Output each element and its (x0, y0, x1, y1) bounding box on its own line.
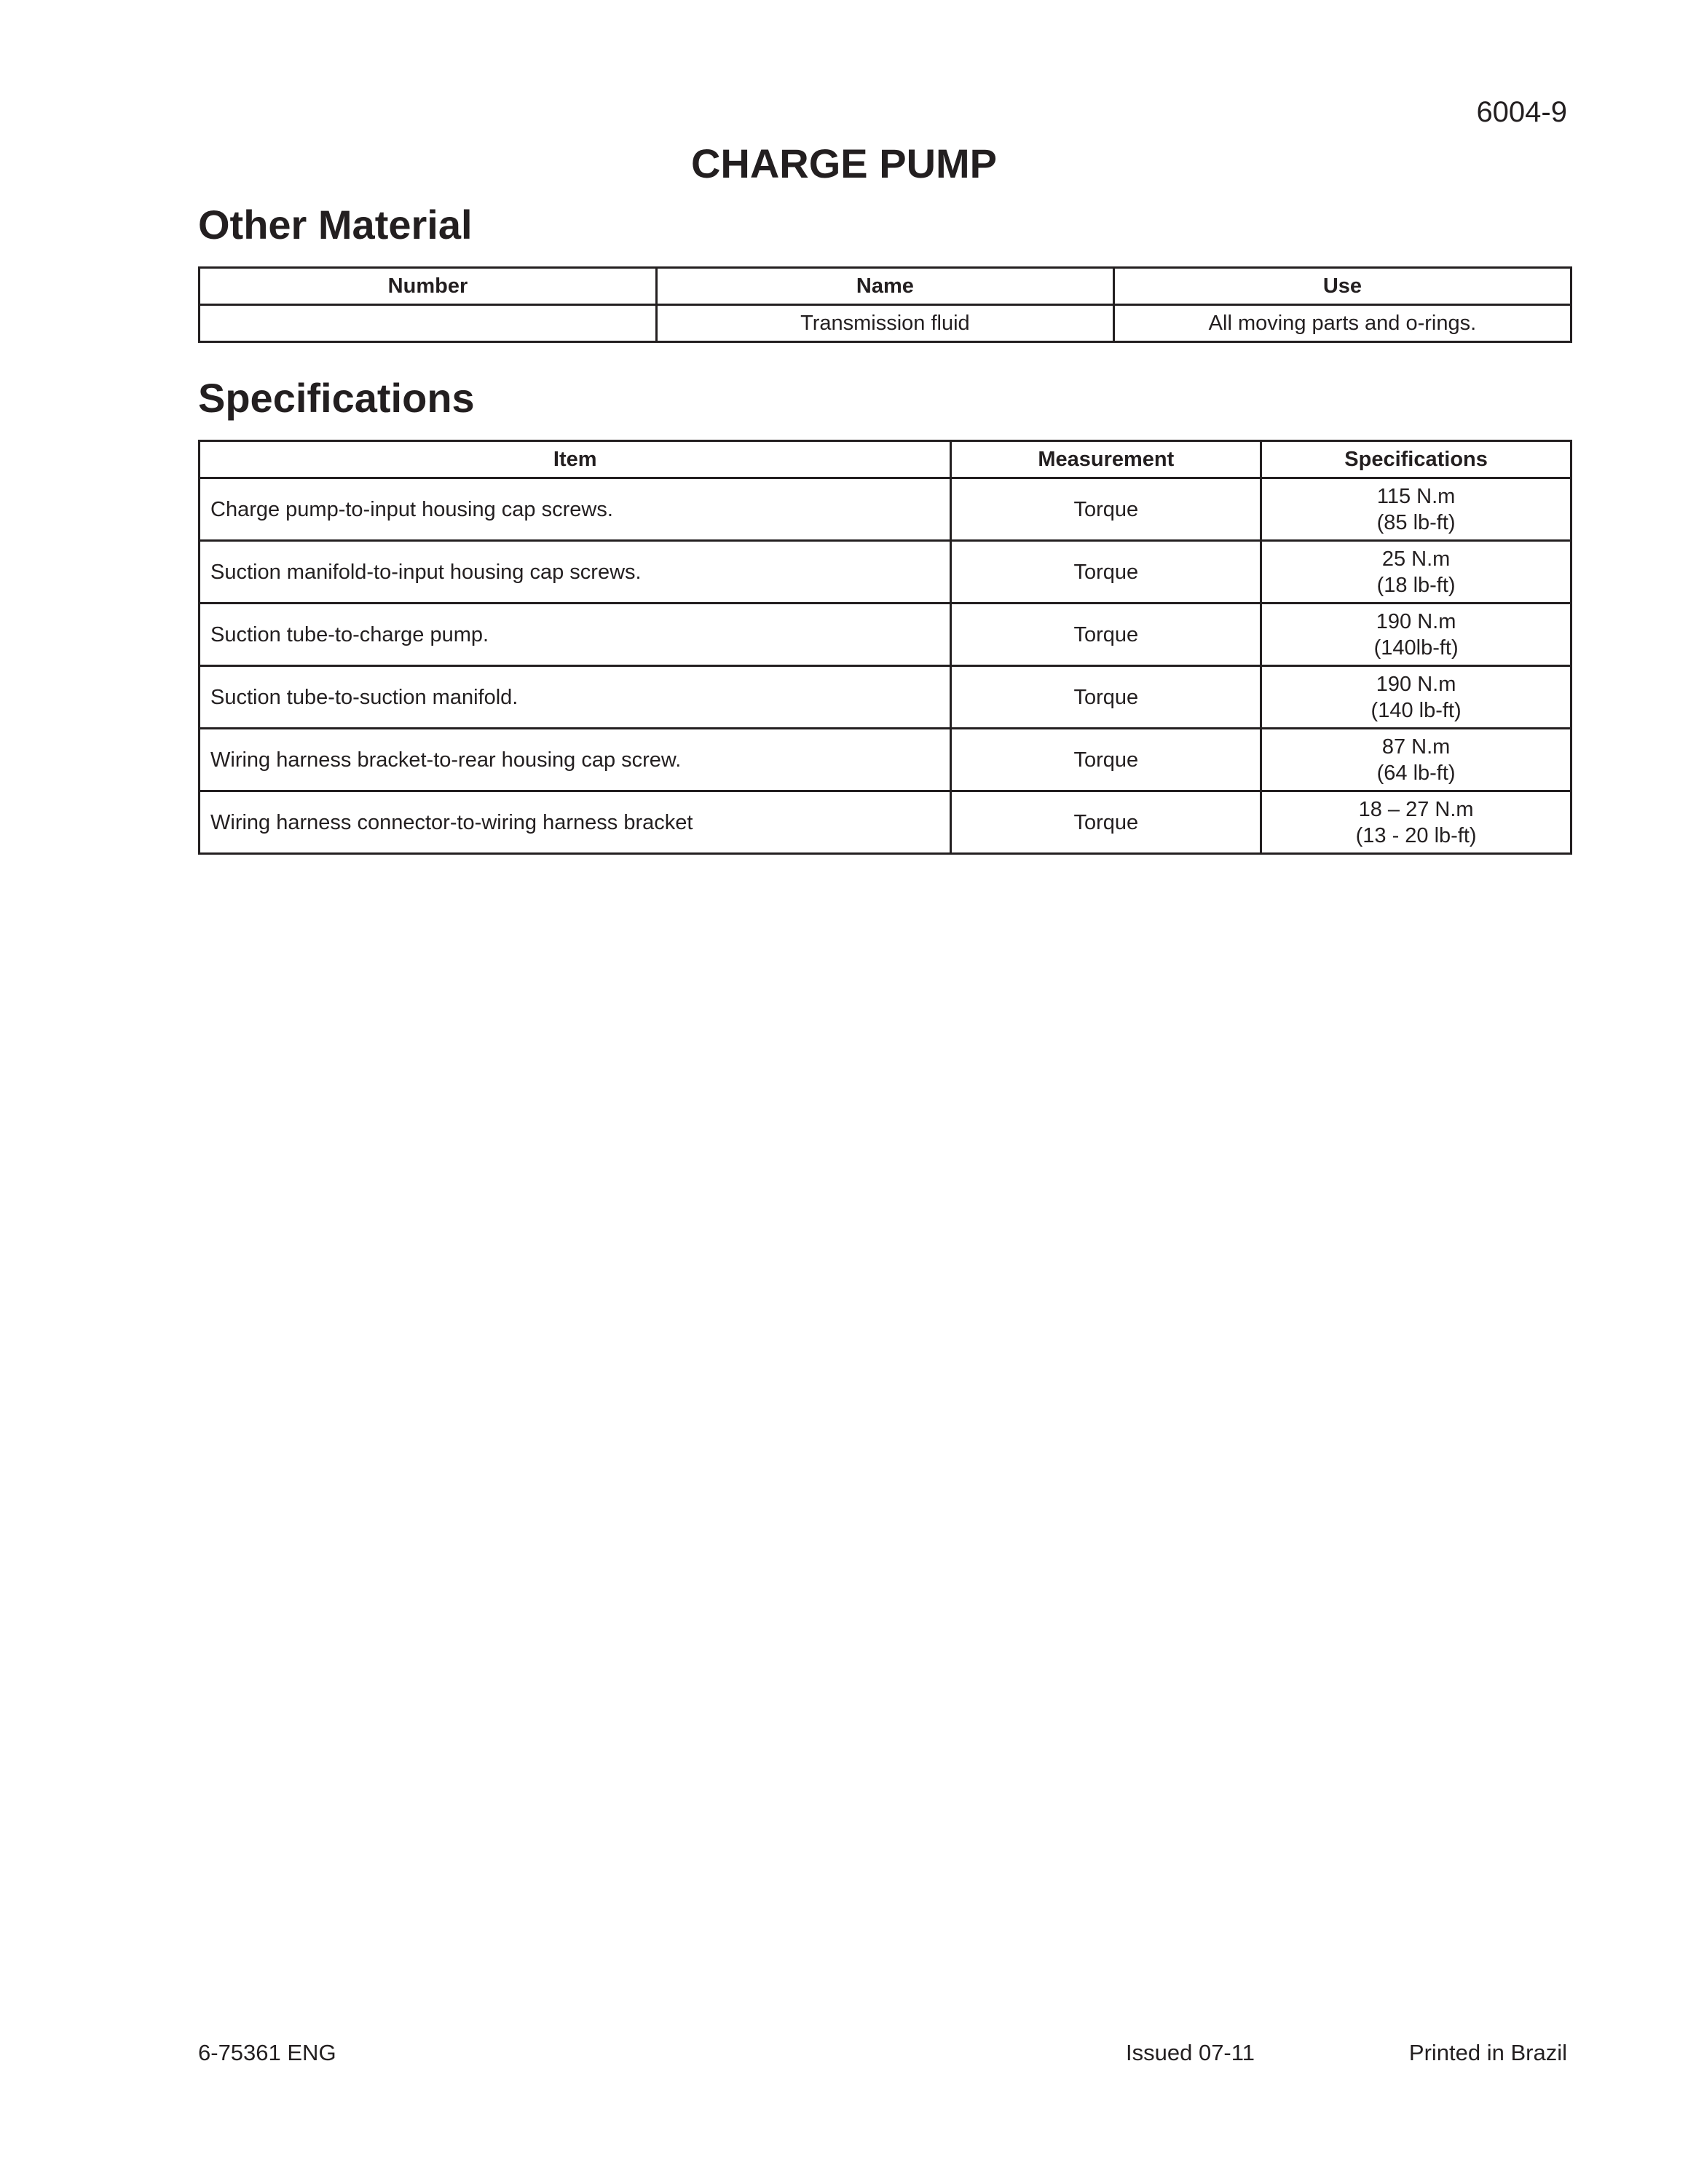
page-title: CHARGE PUMP (690, 141, 998, 186)
spec-value-cell (1261, 478, 1571, 541)
footer-issue-date: Issued 07-11 (1126, 2040, 1255, 2065)
spec-value-cell (1261, 791, 1571, 854)
spec-measurement-cell: Torque (951, 791, 1261, 854)
column-header-number: Number (200, 268, 657, 305)
specifications-heading: Specifications (198, 375, 475, 421)
spec-metric-value: 87 N.m (1381, 735, 1451, 759)
spec-metric-value: 190 N.m (1376, 672, 1456, 696)
spec-imperial-value: (140 lb-ft) (1370, 698, 1462, 722)
spec-metric-value: 18 – 27 N.m (1358, 797, 1474, 821)
spec-measurement-cell: Torque (951, 604, 1261, 666)
spec-imperial-value: (140lb-ft) (1373, 636, 1459, 660)
table-header-row (200, 441, 1571, 478)
spec-item-cell: Suction tube-to-suction manifold. (200, 666, 951, 729)
spec-measurement-cell: Torque (951, 478, 1261, 541)
spec-item-cell: Charge pump-to-input housing cap screws. (200, 478, 951, 541)
other-material-table (198, 266, 1572, 343)
table-row (200, 791, 1571, 854)
spec-measurement-cell: Torque (951, 729, 1261, 791)
column-header-item: Item (200, 441, 951, 478)
spec-metric-value: 190 N.m (1376, 609, 1456, 633)
table-row (200, 666, 1571, 729)
spec-value-cell (1261, 604, 1571, 666)
spec-imperial-value: (18 lb-ft) (1376, 573, 1456, 597)
table-header-row (200, 268, 1571, 305)
spec-value-cell (1261, 729, 1571, 791)
spec-item-cell: Wiring harness bracket-to-rear housing cap screw. (200, 729, 951, 791)
spec-metric-value: 25 N.m (1381, 547, 1451, 571)
spec-measurement-cell: Torque (951, 666, 1261, 729)
page-number: 6004-9 (1476, 96, 1567, 128)
column-header-name: Name (656, 268, 1113, 305)
table-row (200, 541, 1571, 604)
material-number-cell (200, 305, 657, 342)
material-use-cell: All moving parts and o-rings. (1113, 305, 1571, 342)
material-name-cell: Transmission fluid (656, 305, 1113, 342)
specifications-table (198, 440, 1572, 855)
spec-item-cell: Suction tube-to-charge pump. (200, 604, 951, 666)
spec-imperial-value: (64 lb-ft) (1376, 761, 1456, 785)
table-row (200, 729, 1571, 791)
spec-metric-value: 115 N.m (1376, 484, 1456, 508)
table-row (200, 305, 1571, 342)
spec-value-cell (1261, 541, 1571, 604)
spec-imperial-value: (13 - 20 lb-ft) (1355, 823, 1477, 847)
spec-measurement-cell: Torque (951, 541, 1261, 604)
column-header-measurement: Measurement (951, 441, 1261, 478)
other-material-heading: Other Material (198, 202, 473, 248)
spec-imperial-value: (85 lb-ft) (1376, 510, 1456, 534)
footer-document-number: 6-75361 ENG (198, 2040, 336, 2065)
column-header-specifications: Specifications (1261, 441, 1571, 478)
footer-printed-location: Printed in Brazil (1408, 2040, 1567, 2065)
spec-value-cell (1261, 666, 1571, 729)
spec-item-cell: Wiring harness connector-to-wiring harness bracket (200, 791, 951, 854)
table-row (200, 478, 1571, 541)
spec-item-cell: Suction manifold-to-input housing cap screws. (200, 541, 951, 604)
table-row (200, 604, 1571, 666)
column-header-use: Use (1113, 268, 1571, 305)
